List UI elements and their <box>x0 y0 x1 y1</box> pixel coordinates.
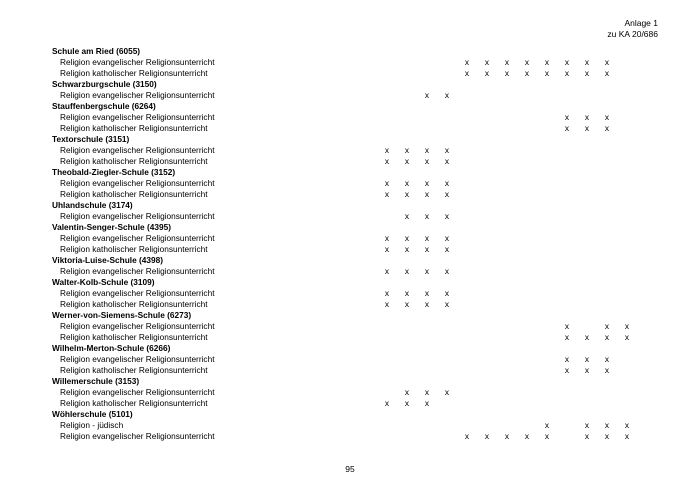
subject-row <box>52 178 652 189</box>
subject-label: Religion - jüdisch <box>60 420 124 430</box>
subject-label: Religion evangelischer Religionsunterricht <box>60 90 215 100</box>
subject-row <box>52 354 652 365</box>
availability-mark: x <box>404 156 410 166</box>
availability-mark: x <box>444 189 450 199</box>
availability-mark: x <box>404 387 410 397</box>
subject-row <box>52 233 652 244</box>
availability-mark: x <box>504 68 510 78</box>
availability-mark: x <box>604 365 610 375</box>
school-name: Werner-von-Siemens-Schule (6273) <box>52 310 192 320</box>
availability-mark: x <box>584 112 590 122</box>
document-header <box>607 18 658 40</box>
availability-mark: x <box>444 299 450 309</box>
availability-mark: x <box>524 431 530 441</box>
availability-mark: x <box>444 211 450 221</box>
subject-label: Religion evangelischer Religionsunterricht <box>60 211 215 221</box>
availability-mark: x <box>424 233 430 243</box>
availability-mark: x <box>584 57 590 67</box>
school-name: Theobald-Ziegler-Schule (3152) <box>52 167 176 177</box>
availability-mark: x <box>604 68 610 78</box>
subject-row <box>52 431 652 442</box>
availability-mark: x <box>384 233 390 243</box>
subject-label: Religion katholischer Religionsunterricht <box>60 156 208 166</box>
availability-mark: x <box>504 57 510 67</box>
availability-mark: x <box>424 90 430 100</box>
availability-mark: x <box>424 244 430 254</box>
subject-label: Religion evangelischer Religionsunterricht <box>60 288 215 298</box>
subject-label: Religion evangelischer Religionsunterricht <box>60 387 215 397</box>
school-subject-table <box>52 46 652 442</box>
availability-mark: x <box>424 178 430 188</box>
availability-mark: x <box>464 57 470 67</box>
subject-row <box>52 420 652 431</box>
availability-mark: x <box>424 189 430 199</box>
subject-row <box>52 244 652 255</box>
availability-mark: x <box>604 332 610 342</box>
availability-mark: x <box>564 321 570 331</box>
availability-mark: x <box>604 123 610 133</box>
subject-label: Religion katholischer Religionsunterricht <box>60 244 208 254</box>
subject-row <box>52 299 652 310</box>
availability-mark: x <box>404 178 410 188</box>
availability-mark: x <box>384 398 390 408</box>
subject-label: Religion evangelischer Religionsunterricht <box>60 145 215 155</box>
school-name: Wilhelm-Merton-Schule (6266) <box>52 343 171 353</box>
subject-row <box>52 321 652 332</box>
subject-label: Religion evangelischer Religionsunterricht <box>60 354 215 364</box>
availability-mark: x <box>604 321 610 331</box>
subject-row <box>52 288 652 299</box>
availability-mark: x <box>444 387 450 397</box>
subject-row <box>52 332 652 343</box>
availability-mark: x <box>544 431 550 441</box>
availability-mark: x <box>564 354 570 364</box>
subject-row <box>52 123 652 134</box>
availability-mark: x <box>384 178 390 188</box>
subject-row <box>52 211 652 222</box>
availability-mark: x <box>624 321 630 331</box>
availability-mark: x <box>484 57 490 67</box>
availability-mark: x <box>584 354 590 364</box>
availability-mark: x <box>404 145 410 155</box>
availability-mark: x <box>584 365 590 375</box>
subject-row <box>52 156 652 167</box>
availability-mark: x <box>584 431 590 441</box>
availability-mark: x <box>384 299 390 309</box>
availability-mark: x <box>384 266 390 276</box>
subject-label: Religion katholischer Religionsunterricht <box>60 398 208 408</box>
availability-mark: x <box>444 178 450 188</box>
availability-mark: x <box>424 266 430 276</box>
availability-mark: x <box>484 431 490 441</box>
availability-mark: x <box>464 431 470 441</box>
school-name: Wöhlerschule (5101) <box>52 409 133 419</box>
subject-label: Religion katholischer Religionsunterricht <box>60 365 208 375</box>
availability-mark: x <box>384 145 390 155</box>
availability-mark: x <box>424 398 430 408</box>
subject-row <box>52 387 652 398</box>
availability-mark: x <box>544 420 550 430</box>
subject-row <box>52 112 652 123</box>
availability-mark: x <box>604 420 610 430</box>
availability-mark: x <box>604 354 610 364</box>
availability-mark: x <box>544 57 550 67</box>
availability-mark: x <box>584 332 590 342</box>
subject-label: Religion evangelischer Religionsunterricht <box>60 112 215 122</box>
school-name: Viktoria-Luise-Schule (4398) <box>52 255 163 265</box>
subject-label: Religion evangelischer Religionsunterricht <box>60 431 215 441</box>
subject-row <box>52 57 652 68</box>
subject-label: Religion katholischer Religionsunterricht <box>60 123 208 133</box>
availability-mark: x <box>444 145 450 155</box>
subject-row <box>52 90 652 101</box>
subject-row <box>52 398 652 409</box>
school-name: Uhlandschule (3174) <box>52 200 133 210</box>
availability-mark: x <box>624 420 630 430</box>
availability-mark: x <box>424 211 430 221</box>
subject-label: Religion katholischer Religionsunterricht <box>60 299 208 309</box>
availability-mark: x <box>484 68 490 78</box>
availability-mark: x <box>564 68 570 78</box>
subject-row <box>52 189 652 200</box>
availability-mark: x <box>384 189 390 199</box>
availability-mark: x <box>584 68 590 78</box>
school-name: Textorschule (3151) <box>52 134 130 144</box>
availability-mark: x <box>444 288 450 298</box>
subject-label: Religion katholischer Religionsunterricht <box>60 68 208 78</box>
availability-mark: x <box>404 244 410 254</box>
subject-row <box>52 266 652 277</box>
availability-mark: x <box>384 288 390 298</box>
availability-mark: x <box>624 332 630 342</box>
school-name: Walter-Kolb-Schule (3109) <box>52 277 155 287</box>
availability-mark: x <box>384 244 390 254</box>
availability-mark: x <box>444 233 450 243</box>
availability-mark: x <box>524 68 530 78</box>
page-number: 95 <box>345 464 355 474</box>
subject-label: Religion evangelischer Religionsunterricht <box>60 233 215 243</box>
annex-label: Anlage 1 <box>624 18 658 28</box>
availability-mark: x <box>404 299 410 309</box>
availability-mark: x <box>424 299 430 309</box>
school-name: Stauffenbergschule (6264) <box>52 101 156 111</box>
availability-mark: x <box>424 145 430 155</box>
availability-mark: x <box>404 189 410 199</box>
availability-mark: x <box>424 288 430 298</box>
availability-mark: x <box>604 112 610 122</box>
availability-mark: x <box>444 266 450 276</box>
availability-mark: x <box>384 156 390 166</box>
school-name: Schwarzburgschule (3150) <box>52 79 157 89</box>
availability-mark: x <box>624 431 630 441</box>
availability-mark: x <box>404 398 410 408</box>
availability-mark: x <box>464 68 470 78</box>
school-name: Valentin-Senger-Schule (4395) <box>52 222 171 232</box>
reference-label: zu KA 20/686 <box>607 29 658 39</box>
availability-mark: x <box>444 244 450 254</box>
availability-mark: x <box>404 211 410 221</box>
availability-mark: x <box>564 112 570 122</box>
availability-mark: x <box>404 288 410 298</box>
availability-mark: x <box>584 123 590 133</box>
availability-mark: x <box>604 57 610 67</box>
subject-label: Religion evangelischer Religionsunterricht <box>60 266 215 276</box>
school-name: Willemerschule (3153) <box>52 376 140 386</box>
availability-mark: x <box>444 90 450 100</box>
availability-mark: x <box>424 156 430 166</box>
availability-mark: x <box>524 57 530 67</box>
subject-label: Religion evangelischer Religionsunterricht <box>60 57 215 67</box>
availability-mark: x <box>584 420 590 430</box>
subject-row <box>52 365 652 376</box>
subject-row <box>52 68 652 79</box>
subject-label: Religion evangelischer Religionsunterricht <box>60 178 215 188</box>
availability-mark: x <box>564 123 570 133</box>
availability-mark: x <box>404 266 410 276</box>
subject-label: Religion evangelischer Religionsunterricht <box>60 321 215 331</box>
availability-mark: x <box>564 332 570 342</box>
availability-mark: x <box>444 156 450 166</box>
availability-mark: x <box>604 431 610 441</box>
availability-mark: x <box>424 387 430 397</box>
subject-row <box>52 145 652 156</box>
school-name: Schule am Ried (6055) <box>52 46 141 56</box>
availability-mark: x <box>404 233 410 243</box>
availability-mark: x <box>544 68 550 78</box>
availability-mark: x <box>564 57 570 67</box>
subject-label: Religion katholischer Religionsunterricht <box>60 332 208 342</box>
availability-mark: x <box>504 431 510 441</box>
subject-label: Religion katholischer Religionsunterricht <box>60 189 208 199</box>
availability-mark: x <box>564 365 570 375</box>
